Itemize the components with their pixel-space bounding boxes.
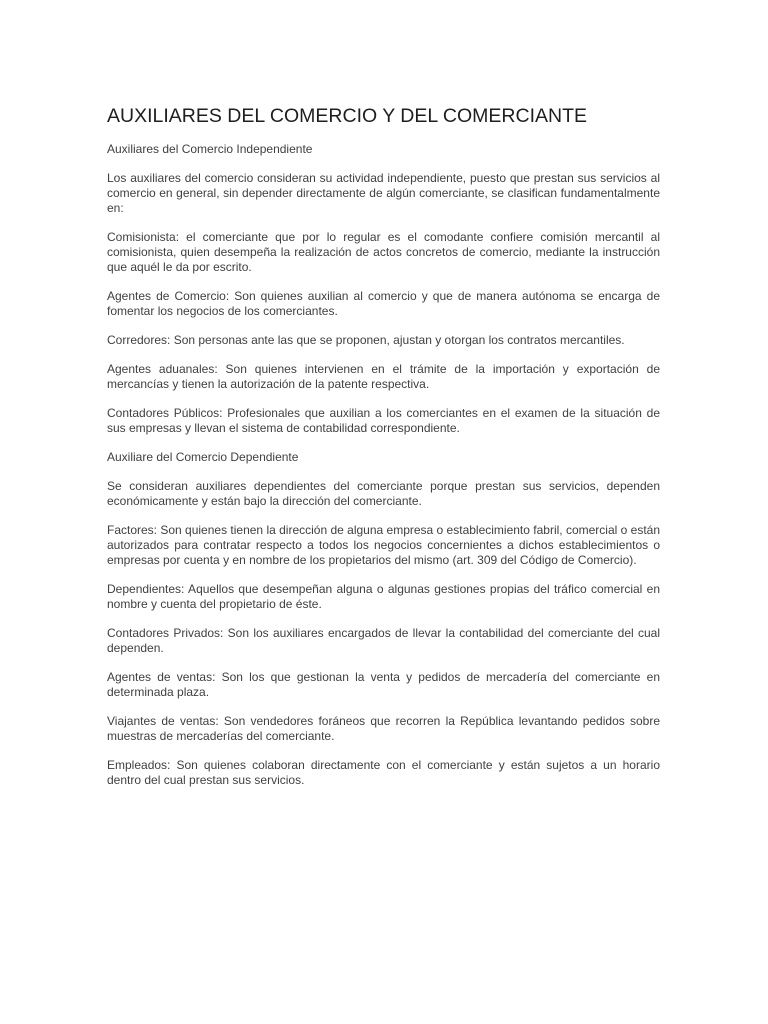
- paragraph-intro-dependiente: Se consideran auxiliares dependientes del comerciante porque prestan sus servicios, dependen económicamente y están bajo la dirección del comerciante.: [107, 479, 660, 508]
- document-page: [107, 104, 660, 802]
- paragraph-viajantes-ventas: Viajantes de ventas: Son vendedores foráneos que recorren la República levantando pedidos sobre muestras de mercaderías del comerciante.: [107, 714, 660, 743]
- paragraph-factores: Factores: Son quienes tienen la dirección de alguna empresa o establecimiento fabril, comercial o están autorizados para contratar respecto a todos los negocios concernientes a dichos establecimientos o empresas por cuenta y en nombre de los propietarios del mismo (art. 309 del Código de Comercio).: [107, 523, 660, 567]
- paragraph-comisionista: Comisionista: el comerciante que por lo regular es el comodante confiere comisión mercantil al comisionista, quien desempeña la realización de actos concretos de comercio, mediante la instrucción que aquél le da por escrito.: [107, 230, 660, 274]
- paragraph-agentes-ventas: Agentes de ventas: Son los que gestionan la venta y pedidos de mercadería del comerciante en determinada plaza.: [107, 670, 660, 699]
- paragraph-dependientes: Dependientes: Aquellos que desempeñan alguna o algunas gestiones propias del tráfico comercial en nombre y cuenta del propietario de éste.: [107, 582, 660, 611]
- section-heading-dependiente: Auxiliare del Comercio Dependiente: [107, 450, 299, 464]
- paragraph-corredores: Corredores: Son personas ante las que se proponen, ajustan y otorgan los contratos mercantiles.: [107, 333, 625, 347]
- paragraph-intro-independiente: Los auxiliares del comercio consideran su actividad independiente, puesto que prestan sus servicios al comercio en general, sin depender directamente de algún comerciante, se clasifican fundamentalmente en:: [107, 171, 660, 215]
- paragraph-empleados: Empleados: Son quienes colaboran directamente con el comerciante y están sujetos a un horario dentro del cual prestan sus servicios.: [107, 758, 660, 787]
- paragraph-agentes-comercio: Agentes de Comercio: Son quienes auxilian al comercio y que de manera autónoma se encarga de fomentar los negocios de los comerciantes.: [107, 289, 660, 318]
- paragraph-contadores-privados: Contadores Privados: Son los auxiliares encargados de llevar la contabilidad del comerciante del cual dependen.: [107, 626, 660, 655]
- paragraph-contadores-publicos: Contadores Públicos: Profesionales que auxilian a los comerciantes en el examen de la situación de sus empresas y llevan el sistema de contabilidad correspondiente.: [107, 406, 660, 435]
- paragraph-agentes-aduanales: Agentes aduanales: Son quienes intervienen en el trámite de la importación y exportación de mercancías y tienen la autorización de la patente respectiva.: [107, 362, 660, 391]
- document-title: AUXILIARES DEL COMERCIO Y DEL COMERCIANTE: [107, 105, 588, 127]
- section-heading-independiente: Auxiliares del Comercio Independiente: [107, 142, 313, 156]
